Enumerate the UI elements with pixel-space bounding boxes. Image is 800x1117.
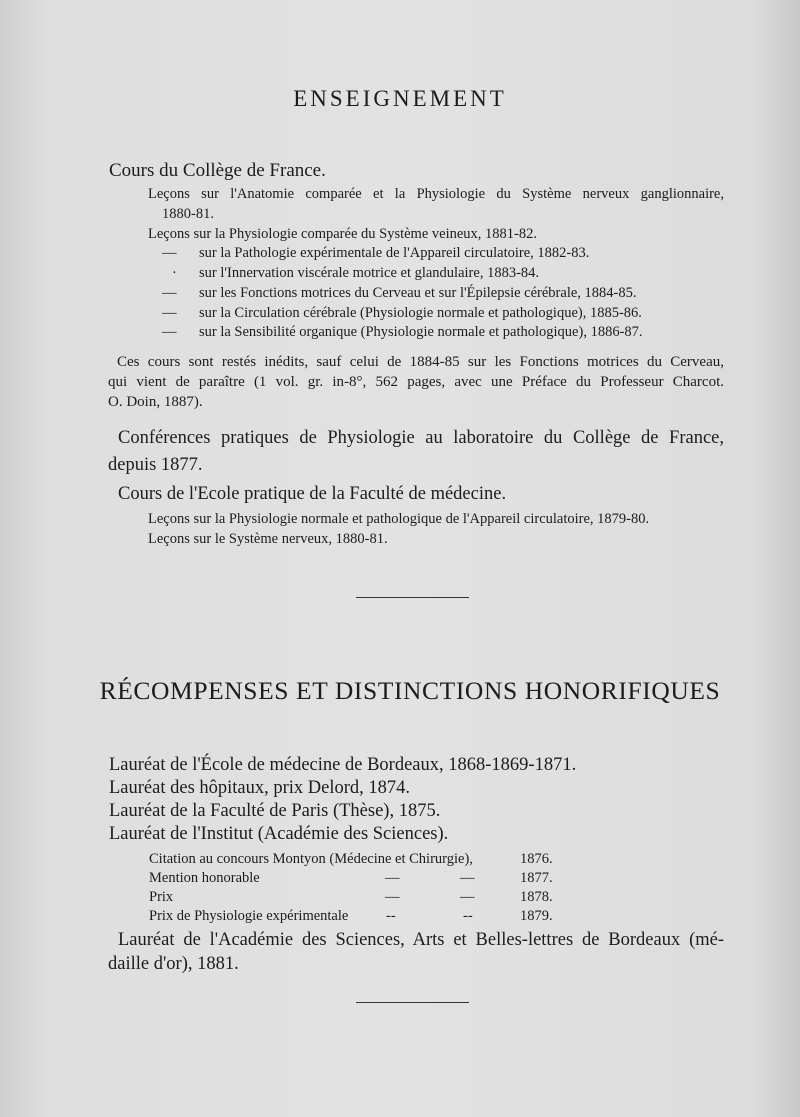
distinction-row-ditto: — [385,889,400,905]
lecon-1-line-1: Leçons sur l'Anatomie comparée et la Physiologie du Système nerveux ganglionnaire, [148,186,724,202]
college-heading: Cours du Collège de France. [109,160,326,181]
conferences-line-2: depuis 1877. [108,455,203,475]
laureat-institut: Lauréat de l'Institut (Académie des Sciences). [109,824,449,844]
distinction-row-label: Prix [149,889,174,905]
distinction-row-ditto: — [460,870,475,886]
distinction-row-year: 1879. [520,908,553,924]
distinction-row-ditto: -- [463,908,473,924]
distinction-row-ditto: — [460,889,475,905]
lecon-2: Leçons sur la Physiologie comparée du Système veineux, 1881-82. [148,226,538,242]
note-line-2: qui vient de paraître (1 vol. gr. in-8°, 562 pages, avec une Préface du Professeur Charcot. [108,374,724,390]
conferences-line-1: Conférences pratiques de Physiologie au laboratoire du Collège de France, [118,428,724,448]
lecon-1-line-2: 1880-81. [162,206,214,222]
distinction-row-ditto: — [385,870,400,886]
dash-3: — [162,245,177,261]
recompenses-title: RÉCOMPENSES ET DISTINCTIONS HONORIFIQUES [99,676,721,705]
laureat-academie-line-1: Lauréat de l'Académie des Sciences, Arts et Belles-lettres de Bordeaux (mé- [118,930,724,950]
section-divider-2 [356,1002,469,1003]
ecole-lecon-1: Leçons sur la Physiologie normale et pathologique de l'Appareil circulatoire, 1879-80. [148,511,650,527]
note-line-1: Ces cours sont restés inédits, sauf celui de 1884-85 sur les Fonctions motrices du Cerveau, [117,354,724,370]
distinction-row-label: Prix de Physiologie expérimentale [149,908,349,924]
lecon-7: sur la Sensibilité organique (Physiologie normale et pathologique), 1886-87. [199,324,643,340]
lecon-6: sur la Circulation cérébrale (Physiologie normale et pathologique), 1885-86. [199,305,642,321]
distinction-row-label: Mention honorable [149,870,260,886]
laureat-faculte: Lauréat de la Faculté de Paris (Thèse), 1875. [109,801,441,821]
lecon-3: sur la Pathologie expérimentale de l'Appareil circulatoire, 1882-83. [199,245,590,261]
ecole-heading: Cours de l'Ecole pratique de la Faculté de médecine. [118,484,507,504]
enseignement-title: ENSEIGNEMENT [293,86,507,111]
section-divider-1 [356,597,469,598]
lecon-4: sur l'Innervation viscérale motrice et glandulaire, 1883-84. [199,265,540,281]
dash-7: — [162,324,177,340]
dash-6: — [162,305,177,321]
laureat-hopitaux: Lauréat des hôpitaux, prix Delord, 1874. [109,778,411,798]
dash-5: — [162,285,177,301]
lecon-5: sur les Fonctions motrices du Cerveau et sur l'Épilepsie cérébrale, 1884-85. [199,285,637,301]
distinction-row-year: 1876. [520,851,553,867]
laureat-bordeaux: Lauréat de l'École de médecine de Bordeaux, 1868-1869-1871. [109,755,577,775]
distinction-row-ditto: -- [386,908,396,924]
laureat-academie-line-2: daille d'or), 1881. [108,954,239,974]
note-line-3: O. Doin, 1887). [108,394,203,410]
distinction-row-label: Citation au concours Montyon (Médecine et Chirurgie), [149,851,473,867]
distinction-row-year: 1878. [520,889,553,905]
ecole-lecon-2: Leçons sur le Système nerveux, 1880-81. [148,531,388,547]
dot-4: · [172,265,177,281]
distinction-row-year: 1877. [520,870,553,886]
